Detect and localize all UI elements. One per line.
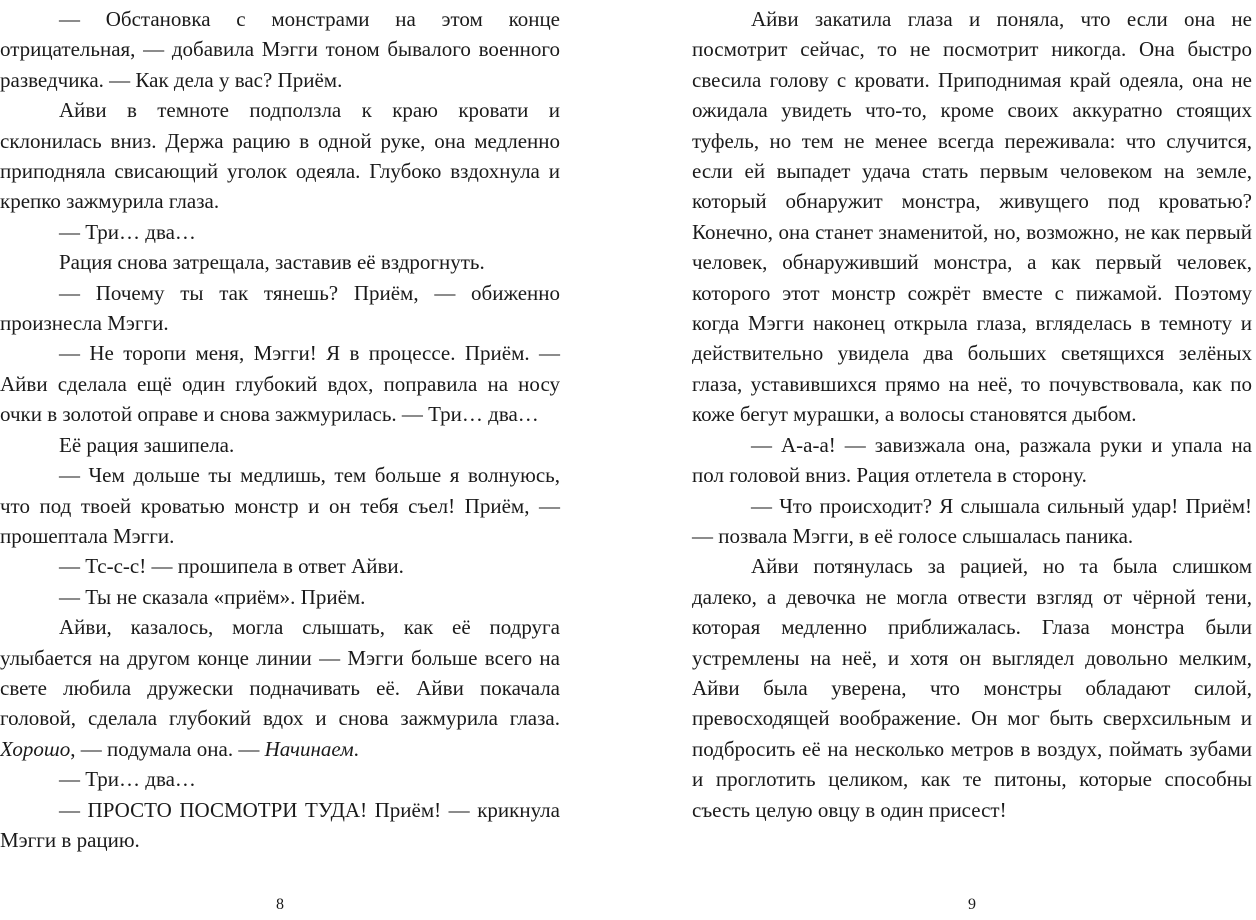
paragraph: Айви закатила глаза и поняла, что если она не посмотрит сейчас, то не посмотрит никогда. Она быстро свесила голову с кровати. Приподнимая край одеяла, она не ожидала увидеть что-то, кроме своих аккуратно стоящих туфель, но тем не менее всегда переживала: что случится, если ей выпадет удача стать первым человеком на земле, который обнаружит монстра, живущего под кроватью? Конечно, она станет знаменитой, но, возможно, не как первый человек, обнаруживший монстра, а как первый человек, которого этот монстр сожрёт вместе с пижамой. Поэтому когда Мэгги наконец открыла глаза, вгляделась в темноту и действительно увидела два больших светящихся зелёных глаза, уставившихся прямо на неё, то почувствовала, как по коже бегут мурашки, а волосы становятся дыбом. (692, 7, 1252, 427)
page-number: 8 (276, 896, 284, 913)
paragraph: — ПРОСТО ПОСМОТРИ ТУДА! Приём! — крикнула Мэгги в рацию. (0, 797, 560, 852)
page-number: 9 (968, 896, 976, 913)
italic-thought: Хорошо (0, 736, 71, 761)
paragraph: — А-а-а! — завизжала она, разжала руки и упала на пол головой вниз. Рация отлетела в сторону. (692, 432, 1252, 488)
paragraph-with-thoughts (0, 612, 560, 764)
paragraph: — Почему ты так тянешь? Приём, — обиженно произнесла Мэгги. (0, 280, 560, 336)
paragraph: — Обстановка с монстрами на этом конце отрицательная, — добавила Мэгги тоном бывалого военного разведчика. — Как дела у вас? Приём. (0, 7, 560, 92)
paragraph-main-text: Айви, казалось, могла слышать, как её подруга улыбается на другом конце линии — Мэгги больше всего на свете любила дружески подначивать её. Айви покачала головой, сделала глубокий вдох и снова зажмурила глаза. (0, 615, 560, 731)
thought-attribution: , — подумала она. — (70, 736, 265, 761)
italic-thought: Начинаем (264, 736, 354, 761)
right-page (692, 0, 1252, 920)
left-page (0, 0, 560, 920)
paragraph: — Чем дольше ты медлишь, тем больше я волнуюсь, что под твоей кроватью монстр и он тебя съел! Приём, — прошептала Мэгги. (0, 463, 560, 548)
period: . (353, 736, 359, 761)
left-page-text (0, 4, 560, 855)
right-page-text (692, 4, 1252, 825)
paragraph: — Тс-с-с! — прошипела в ответ Айви. (59, 554, 404, 579)
paragraph: Айви в темноте подползла к краю кровати и склонилась вниз. Держа рацию в одной руке, она медленно приподняла свисающий уголок одеяла. Глубоко вздохнула и крепко зажмурила глаза. (0, 98, 560, 214)
paragraph: Её рация зашипела. (59, 432, 235, 457)
paragraph: — Три… два… (59, 219, 196, 244)
paragraph: — Что происходит? Я слышала сильный удар! Приём! — позвала Мэгги, в её голосе слышалась паника. (692, 493, 1252, 548)
paragraph: — Ты не сказала «приём». Приём. (59, 584, 366, 609)
paragraph: Айви потянулась за рацией, но та была слишком далеко, а девочка не могла отвести взгляд от чёрной тени, которая медленно приближалась. Глаза монстра были устремлены на неё, и хотя он выглядел довольно мелким, Айви была уверена, что монстры обладают силой, превосходящей воображение. Он мог быть сверхсильным и подбросить её на несколько метров в воздух, поймать зубами и проглотить целиком, как те питоны, которые способны съесть целую овцу в один присест! (692, 554, 1252, 822)
paragraph: — Не торопи меня, Мэгги! Я в процессе. Приём. — Айви сделала ещё один глубокий вдох, поправила на носу очки в золотой оправе и снова зажмурилась. — Три… два… (0, 341, 560, 427)
paragraph: Рация снова затрещала, заставив её вздрогнуть. (59, 250, 485, 275)
paragraph: — Три… два… (59, 767, 196, 792)
